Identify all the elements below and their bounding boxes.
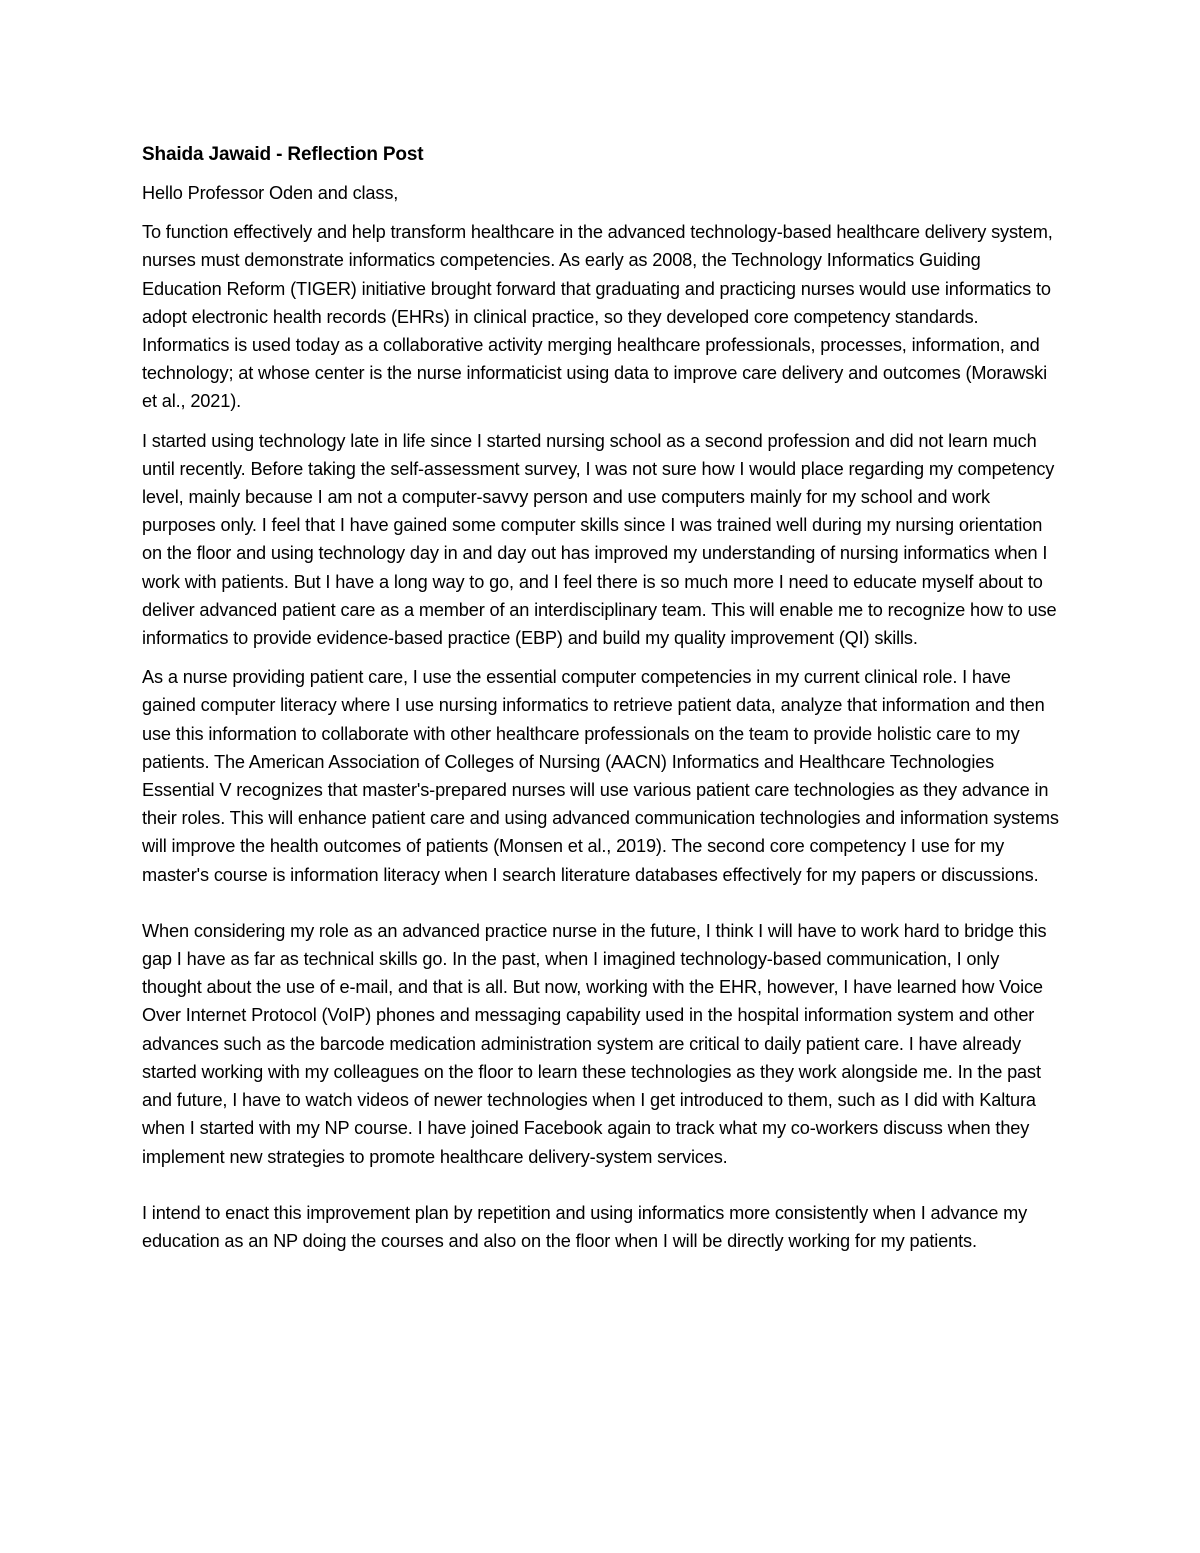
paragraph-2: I started using technology late in life since I started nursing school as a second profession and did not learn much until recently. Before taking the self-assessment survey, I was not sure how I would place regarding my competency level, mainly because I am not a computer-savvy person and use computers mainly for my school and work purposes only. I feel that I have gained some computer skills since I was trained well during my nursing orientation on the floor and using technology day in and day out has improved my understanding of nursing informatics when I work with patients. But I have a long way to go, and I feel there is so much more I need to educate myself about to deliver advanced patient care as a member of an interdisciplinary team. This will enable me to recognize how to use informatics to provide evidence-based practice (EBP) and build my quality improvement (QI) skills. bbox=[142, 430, 1057, 649]
paragraph-5: I intend to enact this improvement plan by repetition and using informatics more consistently when I advance my education as an NP doing the courses and also on the floor when I will be directly working for my patients. bbox=[142, 1202, 1028, 1251]
document-body bbox=[142, 140, 1062, 1266]
greeting: Hello Professor Oden and class, bbox=[142, 183, 399, 203]
paragraph-3: As a nurse providing patient care, I use the essential computer competencies in my current clinical role. I have gained computer literacy where I use nursing informatics to retrieve patient data, analyze that information and then use this information to collaborate with other healthcare professionals on the team to provide holistic care to my patients. The American Association of Colleges of Nursing (AACN) Informatics and Healthcare Technologies Essential V recognizes that master's-prepared nurses will use various patient care technologies as they advance in their roles. This will enhance patient care and using advanced communication technologies and information systems will improve the health outcomes of patients (Monsen et al., 2019). The second core competency I use for my master's course is information literacy when I search literature databases effectively for my papers or discussions. bbox=[142, 667, 1059, 885]
document-title: Shaida Jawaid - Reflection Post bbox=[142, 144, 424, 165]
paragraph-4: When considering my role as an advanced practice nurse in the future, I think I will have to work hard to bridge this gap I have as far as technical skills go. In the past, when I imagined technology-based communication, I only thought about the use of e-mail, and that is all. But now, working with the EHR, however, I have learned how Voice Over Internet Protocol (VoIP) phones and messaging capability used in the hospital information system and other advances such as the barcode medication administration system are critical to daily patient care. I have already started working with my colleagues on the floor to learn these technologies as they work alongside me. In the past and future, I have to watch videos of newer technologies when I get introduced to them, such as I did with Kaltura when I started with my NP course. I have joined Facebook again to track what my co-workers discuss when they implement new strategies to promote healthcare delivery-system services. bbox=[142, 920, 1047, 1167]
paragraph-1: To function effectively and help transform healthcare in the advanced technology-based healthcare delivery system, nurses must demonstrate informatics competencies. As early as 2008, the Technology Informatics Guiding Education Reform (TIGER) initiative brought forward that graduating and practicing nurses would use informatics to adopt electronic health records (EHRs) in clinical practice, so they developed core competency standards. Informatics is used today as a collaborative activity merging healthcare professionals, processes, information, and technology; at whose center is the nurse informaticist using data to improve care delivery and outcomes (Morawski et al., 2021). bbox=[142, 222, 1053, 412]
